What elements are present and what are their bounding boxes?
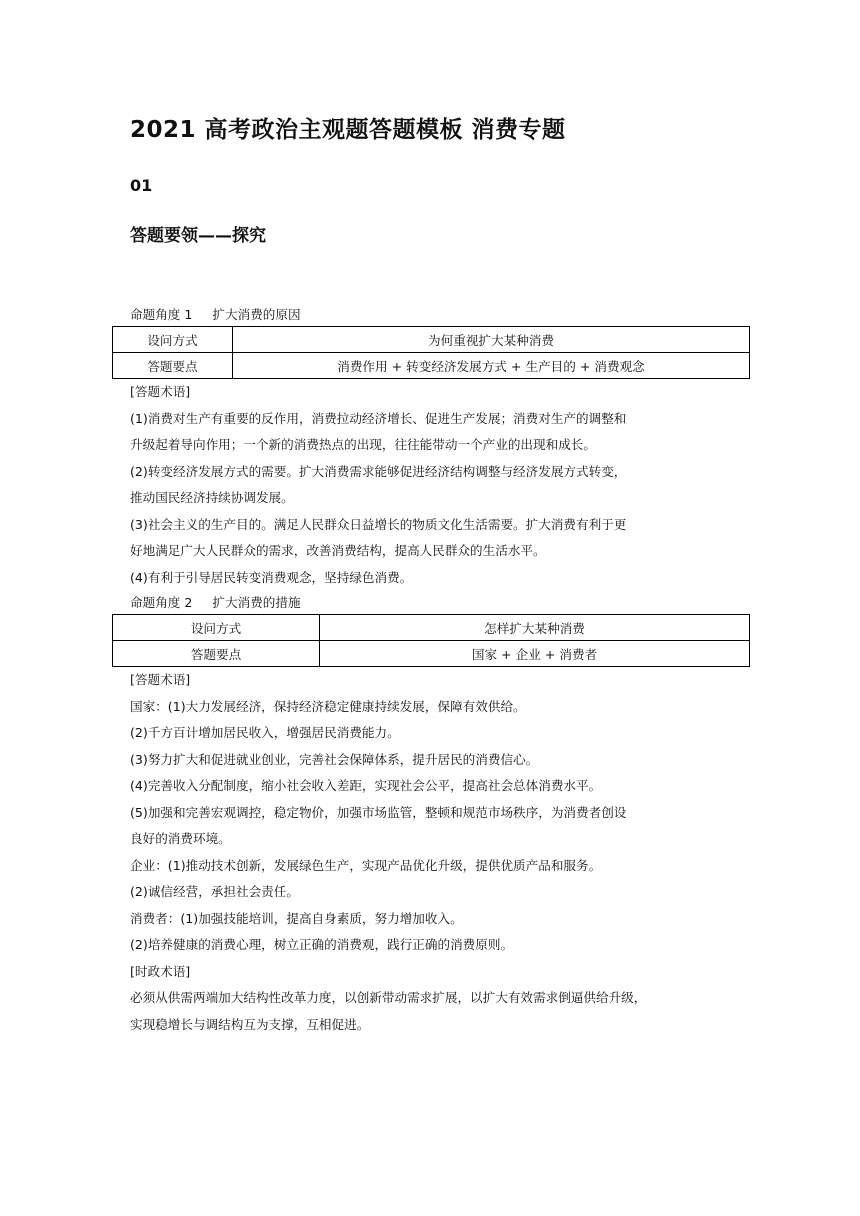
table-cell: 设问方式 [113, 327, 233, 353]
angle-2-heading [130, 591, 760, 614]
text-line: (4)有利于引导居民转变消费观念，坚持绿色消费。 [130, 569, 413, 585]
text-line: (2)诚信经营，承担社会责任。 [130, 884, 299, 899]
text-line: (2)转变经济发展方式的需要。扩大消费需求能够促进经济结构调整与经济发展方式转变， [130, 463, 627, 479]
angle-2-table [112, 614, 750, 667]
text-line: 好地满足广大人民群众的需求，改善消费结构，提高人民群众的生活水平。 [130, 543, 546, 558]
text-line: 实现稳增长与调结构互为支撑，互相促进。 [130, 1016, 370, 1032]
text-line: (3)努力扩大和促进就业创业，完善社会保障体系，提升居民的消费信心。 [130, 751, 539, 767]
text-line: 升级起着导向作用；一个新的消费热点的出现，往往能带动一个产业的出现和成长。 [130, 437, 596, 452]
table-cell: 答题要点 [113, 641, 320, 667]
table-cell: 答题要点 [113, 353, 233, 379]
policy-heading: [时政术语] [130, 963, 191, 979]
text-line: 必须从供需两端加大结构性改革力度，以创新带动需求扩展，以扩大有效需求倒逼供给升级， [130, 990, 647, 1005]
table-row [113, 615, 750, 641]
angle-topic: 扩大消费的原因 [212, 307, 301, 322]
text-line: 国家：(1)大力发展经济，保持经济稳定健康持续发展，保障有效供给。 [130, 698, 526, 714]
angle-label: 命题角度 2 [130, 595, 193, 610]
table-cell: 怎样扩大某种消费 [320, 615, 750, 641]
angle-1-heading [130, 303, 760, 326]
terms-heading: [答题术语] [130, 384, 191, 399]
table-cell: 国家 + 企业 + 消费者 [320, 641, 750, 667]
text-line: (4)完善收入分配制度，缩小社会收入差距，实现社会公平，提高社会总体消费水平。 [130, 778, 602, 793]
table-row [113, 353, 750, 379]
text-line: 推动国民经济持续协调发展。 [130, 490, 294, 505]
page-title: 2021 高考政治主观题答题模板 消费专题 [130, 117, 566, 143]
section-number: 01 [130, 176, 153, 195]
text-line: (1)消费对生产有重要的反作用，消费拉动经济增长、促进生产发展；消费对生产的调整和 [130, 410, 627, 426]
text-line: 良好的消费环境。 [130, 831, 231, 846]
text-line: (2)千方百计增加居民收入，增强居民消费能力。 [130, 725, 400, 740]
document-body [130, 303, 760, 1038]
table-row [113, 641, 750, 667]
angle-topic: 扩大消费的措施 [212, 595, 301, 610]
section-heading: 答题要领——探究 [130, 226, 266, 246]
table-cell: 设问方式 [113, 615, 320, 641]
angle-1-table [112, 326, 750, 379]
angle-label: 命题角度 1 [130, 307, 193, 322]
text-line: (3)社会主义的生产目的。满足人民群众日益增长的物质文化生活需要。扩大消费有利于更 [130, 516, 627, 532]
text-line: 消费者：(1)加强技能培训，提高自身素质，努力增加收入。 [130, 910, 463, 926]
table-row [113, 327, 750, 353]
table-cell: 消费作用 + 转变经济发展方式 + 生产目的 + 消费观念 [233, 353, 750, 379]
text-line: (2)培养健康的消费心理，树立正确的消费观，践行正确的消费原则。 [130, 937, 514, 952]
text-line: 企业：(1)推动技术创新，发展绿色生产，实现产品优化升级，提供优质产品和服务。 [130, 857, 602, 873]
terms-heading: [答题术语] [130, 672, 191, 687]
table-cell: 为何重视扩大某种消费 [233, 327, 750, 353]
text-line: (5)加强和完善宏观调控，稳定物价，加强市场监管，整顿和规范市场秩序，为消费者创设 [130, 804, 627, 820]
